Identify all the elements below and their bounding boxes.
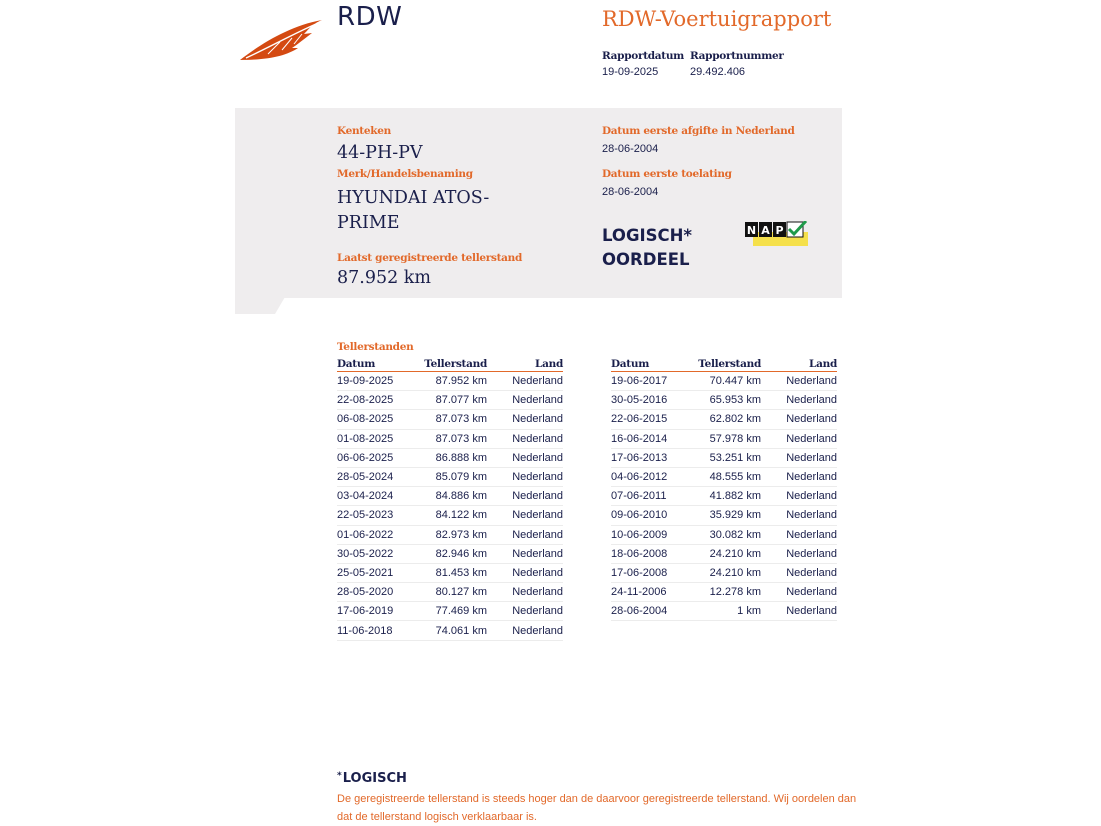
reading-value: 41.882 km bbox=[693, 487, 761, 506]
reading-value: 62.802 km bbox=[693, 410, 761, 429]
table-row bbox=[611, 429, 837, 448]
table-row bbox=[611, 487, 837, 506]
license-plate: 44-PH-PV bbox=[337, 143, 423, 163]
organization-name: RDW bbox=[337, 2, 403, 32]
make-line-1: HYUNDAI ATOS- bbox=[337, 188, 490, 208]
reading-value: 87.077 km bbox=[419, 391, 487, 410]
verdict bbox=[602, 224, 712, 272]
reading-country: Nederland bbox=[761, 372, 837, 391]
table-row bbox=[337, 602, 563, 621]
table-row bbox=[611, 563, 837, 582]
reading-value: 87.073 km bbox=[419, 410, 487, 429]
col-country-header: Land bbox=[761, 356, 837, 372]
odometer-value: 87.952 km bbox=[337, 268, 431, 288]
table-row bbox=[337, 525, 563, 544]
reading-value: 82.973 km bbox=[419, 525, 487, 544]
reading-value: 80.127 km bbox=[419, 583, 487, 602]
nap-letter-n: N bbox=[746, 224, 757, 237]
reading-value: 53.251 km bbox=[693, 448, 761, 467]
table-row bbox=[337, 487, 563, 506]
reading-country: Nederland bbox=[487, 410, 563, 429]
reading-date: 17-06-2008 bbox=[611, 563, 693, 582]
table-row bbox=[337, 410, 563, 429]
reading-date: 30-05-2022 bbox=[337, 544, 419, 563]
reading-date: 28-05-2020 bbox=[337, 583, 419, 602]
reading-date: 06-08-2025 bbox=[337, 410, 419, 429]
report-date-label: Rapportdatum bbox=[602, 50, 684, 62]
reading-value: 65.953 km bbox=[693, 391, 761, 410]
footnote-marker: * bbox=[337, 771, 342, 781]
report-title: RDW-Voertuigrapport bbox=[602, 7, 832, 31]
reading-value: 1 km bbox=[693, 602, 761, 621]
nap-letter-a: A bbox=[761, 224, 770, 237]
reading-country: Nederland bbox=[761, 448, 837, 467]
table-row bbox=[337, 583, 563, 602]
reading-value: 70.447 km bbox=[693, 372, 761, 391]
table-row bbox=[337, 467, 563, 486]
reading-value: 87.952 km bbox=[419, 372, 487, 391]
table-row bbox=[337, 429, 563, 448]
plate-label: Kenteken bbox=[337, 125, 391, 137]
reading-value: 84.886 km bbox=[419, 487, 487, 506]
reading-country: Nederland bbox=[487, 487, 563, 506]
reading-date: 30-05-2016 bbox=[611, 391, 693, 410]
reading-value: 35.929 km bbox=[693, 506, 761, 525]
reading-date: 10-06-2009 bbox=[611, 525, 693, 544]
reading-date: 24-11-2006 bbox=[611, 583, 693, 602]
table-row bbox=[337, 391, 563, 410]
table-row bbox=[611, 602, 837, 621]
make-line-2: PRIME bbox=[337, 213, 400, 233]
reading-date: 18-06-2008 bbox=[611, 544, 693, 563]
table-row bbox=[611, 467, 837, 486]
reading-date: 22-06-2015 bbox=[611, 410, 693, 429]
table-row bbox=[611, 506, 837, 525]
reading-country: Nederland bbox=[761, 506, 837, 525]
reading-date: 19-06-2017 bbox=[611, 372, 693, 391]
reading-date: 19-09-2025 bbox=[337, 372, 419, 391]
reading-country: Nederland bbox=[487, 429, 563, 448]
reading-value: 30.082 km bbox=[693, 525, 761, 544]
reading-country: Nederland bbox=[487, 391, 563, 410]
reading-date: 22-08-2025 bbox=[337, 391, 419, 410]
reading-country: Nederland bbox=[487, 602, 563, 621]
reading-date: 22-05-2023 bbox=[337, 506, 419, 525]
table-row bbox=[611, 583, 837, 602]
reading-country: Nederland bbox=[487, 563, 563, 582]
first-issue-nl-label: Datum eerste afgifte in Nederland bbox=[602, 125, 795, 137]
report-number: 29.492.406 bbox=[690, 66, 746, 78]
make-label: Merk/Handelsbenaming bbox=[337, 168, 473, 180]
reading-country: Nederland bbox=[761, 563, 837, 582]
table-row bbox=[611, 391, 837, 410]
panel-tab-shape bbox=[235, 297, 285, 314]
col-date-header: Datum bbox=[337, 356, 419, 372]
reading-value: 85.079 km bbox=[419, 467, 487, 486]
reading-country: Nederland bbox=[761, 583, 837, 602]
readings-table-right bbox=[611, 356, 837, 621]
reading-date: 01-06-2022 bbox=[337, 525, 419, 544]
table-row bbox=[337, 372, 563, 391]
readings-table-left bbox=[337, 356, 563, 641]
reading-value: 24.210 km bbox=[693, 563, 761, 582]
reading-date: 28-05-2024 bbox=[337, 467, 419, 486]
table-row bbox=[337, 448, 563, 467]
report-number-label: Rapportnummer bbox=[690, 50, 784, 62]
table-row bbox=[337, 621, 563, 640]
table-row bbox=[337, 506, 563, 525]
footnote-text: De geregistreerde tellerstand is steeds hoger dan de daarvoor geregistreerde tellerstand. Wij oordelen dan dat de tellerstand logisch verklaarbaar is. bbox=[337, 793, 857, 823]
reading-country: Nederland bbox=[761, 410, 837, 429]
reading-value: 24.210 km bbox=[693, 544, 761, 563]
reading-country: Nederland bbox=[761, 525, 837, 544]
col-reading-header: Tellerstand bbox=[693, 356, 761, 372]
first-issue-nl-date: 28-06-2004 bbox=[602, 143, 659, 155]
verdict-line-2: OORDEEL bbox=[602, 250, 690, 269]
reading-country: Nederland bbox=[487, 448, 563, 467]
readings-title: Tellerstanden bbox=[337, 341, 414, 353]
reading-value: 81.453 km bbox=[419, 563, 487, 582]
reading-country: Nederland bbox=[487, 621, 563, 640]
reading-date: 01-08-2025 bbox=[337, 429, 419, 448]
reading-country: Nederland bbox=[761, 467, 837, 486]
col-country-header: Land bbox=[487, 356, 563, 372]
reading-country: Nederland bbox=[761, 391, 837, 410]
reading-country: Nederland bbox=[487, 544, 563, 563]
reading-date: 03-04-2024 bbox=[337, 487, 419, 506]
reading-date: 17-06-2019 bbox=[337, 602, 419, 621]
footnote-title bbox=[337, 771, 407, 786]
verdict-line-1: LOGISCH* bbox=[602, 226, 693, 245]
reading-value: 86.888 km bbox=[419, 448, 487, 467]
odometer-label: Laatst geregistreerde tellerstand bbox=[337, 252, 523, 264]
reading-date: 04-06-2012 bbox=[611, 467, 693, 486]
first-admission-label: Datum eerste toelating bbox=[602, 168, 732, 180]
table-row bbox=[611, 410, 837, 429]
reading-value: 84.122 km bbox=[419, 506, 487, 525]
first-admission-date: 28-06-2004 bbox=[602, 186, 659, 198]
nap-logo-icon bbox=[745, 221, 808, 246]
table-row bbox=[611, 525, 837, 544]
nap-letter-p: P bbox=[775, 224, 784, 237]
reading-value: 87.073 km bbox=[419, 429, 487, 448]
table-row bbox=[611, 544, 837, 563]
reading-date: 06-06-2025 bbox=[337, 448, 419, 467]
reading-country: Nederland bbox=[761, 544, 837, 563]
reading-value: 74.061 km bbox=[419, 621, 487, 640]
footnote-title-text: LOGISCH bbox=[342, 771, 407, 786]
reading-country: Nederland bbox=[487, 372, 563, 391]
col-reading-header: Tellerstand bbox=[419, 356, 487, 372]
reading-country: Nederland bbox=[487, 506, 563, 525]
report-date: 19-09-2025 bbox=[602, 66, 659, 78]
table-row bbox=[611, 372, 837, 391]
reading-country: Nederland bbox=[761, 487, 837, 506]
table-row bbox=[611, 448, 837, 467]
table-row bbox=[337, 544, 563, 563]
reading-date: 25-05-2021 bbox=[337, 563, 419, 582]
reading-value: 82.946 km bbox=[419, 544, 487, 563]
reading-country: Nederland bbox=[487, 467, 563, 486]
reading-country: Nederland bbox=[761, 429, 837, 448]
col-date-header: Datum bbox=[611, 356, 693, 372]
rdw-logo-icon bbox=[238, 16, 324, 64]
reading-country: Nederland bbox=[487, 583, 563, 602]
reading-date: 07-06-2011 bbox=[611, 487, 693, 506]
reading-date: 28-06-2004 bbox=[611, 602, 693, 621]
reading-date: 11-06-2018 bbox=[337, 621, 419, 640]
reading-date: 17-06-2013 bbox=[611, 448, 693, 467]
table-row bbox=[337, 563, 563, 582]
reading-country: Nederland bbox=[761, 602, 837, 621]
reading-value: 77.469 km bbox=[419, 602, 487, 621]
reading-date: 16-06-2014 bbox=[611, 429, 693, 448]
reading-value: 12.278 km bbox=[693, 583, 761, 602]
reading-country: Nederland bbox=[487, 525, 563, 544]
reading-value: 48.555 km bbox=[693, 467, 761, 486]
reading-date: 09-06-2010 bbox=[611, 506, 693, 525]
reading-value: 57.978 km bbox=[693, 429, 761, 448]
